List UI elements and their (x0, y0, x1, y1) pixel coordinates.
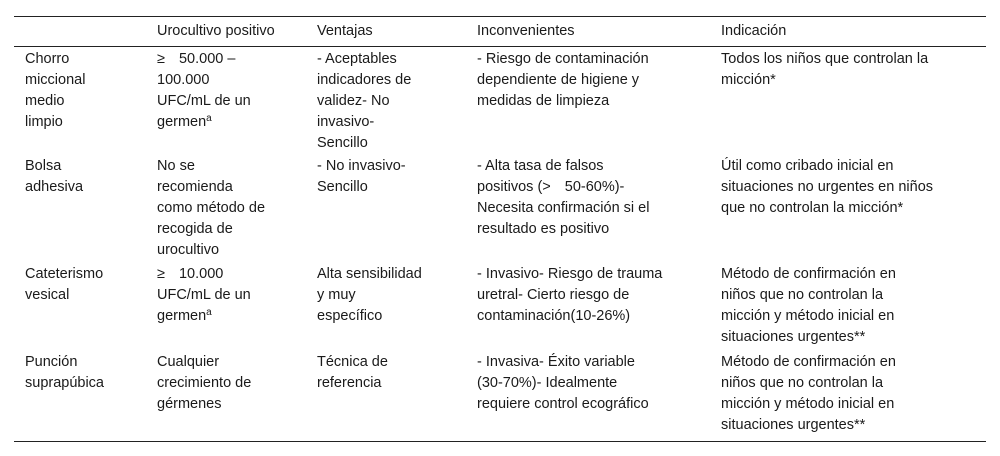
indic-line: micción* (721, 72, 776, 88)
header-inconvenientes: Inconvenientes (477, 23, 575, 39)
inconvenientes-cell (466, 156, 710, 262)
method-line: vesical (25, 287, 70, 303)
method-cell (14, 264, 146, 350)
ventajas-cell (306, 352, 466, 441)
inconv-line: - Riesgo de contaminación (477, 51, 649, 67)
inconvenientes-cell (466, 49, 710, 154)
gte-symbol: ≥ (157, 266, 165, 282)
ventajas-line: específico (317, 308, 383, 324)
method-cell (14, 49, 146, 154)
indic-line: niños que no controlan la (721, 375, 884, 391)
indic-line: que no controlan la micción* (721, 200, 904, 216)
inconv-line: - Invasiva- Éxito variable (477, 354, 635, 370)
positive-cell (146, 156, 306, 262)
method-cell (14, 156, 146, 262)
indic-line: situaciones no urgentes en niños (721, 179, 934, 195)
ventajas-line: invasivo- (317, 114, 375, 130)
method-line: Chorro (25, 51, 70, 67)
inconvenientes-cell (466, 264, 710, 350)
inconv-line: (30-70%)- Idealmente (477, 375, 618, 391)
inconv-line: - Invasivo- Riesgo de trauma (477, 266, 663, 282)
positive-line: 100.000 (157, 72, 210, 88)
ventajas-cell (306, 49, 466, 154)
ventajas-line: - No invasivo- (317, 158, 406, 174)
inconv-line: positivos (> (477, 179, 551, 195)
positive-line: crecimiento de (157, 375, 252, 391)
method-line: Punción (25, 354, 78, 370)
method-cell (14, 352, 146, 441)
ventajas-line: Sencillo (317, 135, 368, 151)
positive-line: 50.000 – (178, 51, 236, 67)
ventajas-line: - Aceptables (317, 51, 397, 67)
positive-cell (146, 264, 306, 350)
urine-culture-table (14, 16, 986, 442)
inconv-line: resultado es positivo (477, 221, 610, 237)
indic-line: micción y método inicial en (721, 308, 895, 324)
indic-line: Método de confirmación en (721, 354, 896, 370)
inconv-line: Necesita confirmación si el (477, 200, 650, 216)
indic-line: Método de confirmación en (721, 266, 896, 282)
indic-line: Todos los niños que controlan la (721, 51, 929, 67)
ventajas-line: y muy (317, 287, 356, 303)
positive-line: UFC/mL de un (157, 93, 251, 109)
inconv-line: uretral- Cierto riesgo de (477, 287, 630, 303)
ventajas-cell (306, 264, 466, 350)
method-line: Bolsa (25, 158, 62, 174)
method-line: adhesiva (25, 179, 84, 195)
header-urocultivo-positivo: Urocultivo positivo (157, 23, 275, 39)
indicacion-cell (710, 264, 986, 350)
table-header-row (14, 17, 986, 46)
positive-line: gérmenes (157, 396, 222, 412)
ventajas-line: referencia (317, 375, 382, 391)
ventajas-line: indicadores de (317, 72, 412, 88)
positive-line: 10.000 (178, 266, 224, 282)
ventajas-line: Sencillo (317, 179, 368, 195)
table-row (14, 47, 986, 154)
indic-line: Útil como cribado inicial en (721, 158, 894, 174)
indic-line: micción y método inicial en (721, 396, 895, 412)
positive-cell (146, 49, 306, 154)
method-line: suprapúbica (25, 375, 104, 391)
footnote-marker: a (206, 113, 212, 124)
table-row (14, 262, 986, 350)
inconvenientes-cell (466, 352, 710, 441)
positive-line: recogida de (157, 221, 233, 237)
indic-line: situaciones urgentes** (721, 329, 866, 345)
inconv-line: requiere control ecográfico (477, 396, 649, 412)
footnote-marker: a (206, 307, 212, 318)
method-line: medio (25, 93, 65, 109)
table-row (14, 154, 986, 262)
header-indicacion: Indicación (721, 23, 787, 39)
ventajas-cell (306, 156, 466, 262)
inconv-line: dependiente de higiene y (477, 72, 640, 88)
inconv-line: - Alta tasa de falsos (477, 158, 604, 174)
table-bottom-rule (14, 441, 986, 442)
positive-line: germen (157, 308, 207, 324)
ventajas-line: validez- No (317, 93, 390, 109)
positive-line: No se (157, 158, 195, 174)
indic-line: niños que no controlan la (721, 287, 884, 303)
positive-line: recomienda (157, 179, 233, 195)
inconv-line: contaminación(10-26%) (477, 308, 631, 324)
positive-cell (146, 352, 306, 441)
indicacion-cell (710, 352, 986, 441)
header-ventajas: Ventajas (317, 23, 373, 39)
positive-line: Cualquier (157, 354, 220, 370)
positive-line: germen (157, 114, 207, 130)
method-line: miccional (25, 72, 86, 88)
positive-line: urocultivo (157, 242, 220, 258)
positive-line: como método de (157, 200, 266, 216)
positive-line: UFC/mL de un (157, 287, 251, 303)
ventajas-line: Alta sensibilidad (317, 266, 422, 282)
inconv-line: 50-60%)- (564, 179, 625, 195)
inconv-line: medidas de limpieza (477, 93, 610, 109)
method-line: limpio (25, 114, 63, 130)
method-line: Cateterismo (25, 266, 104, 282)
indic-line: situaciones urgentes** (721, 417, 866, 433)
indicacion-cell (710, 156, 986, 262)
gte-symbol: ≥ (157, 51, 165, 67)
table-row (14, 350, 986, 441)
indicacion-cell (710, 49, 986, 154)
ventajas-line: Técnica de (317, 354, 388, 370)
